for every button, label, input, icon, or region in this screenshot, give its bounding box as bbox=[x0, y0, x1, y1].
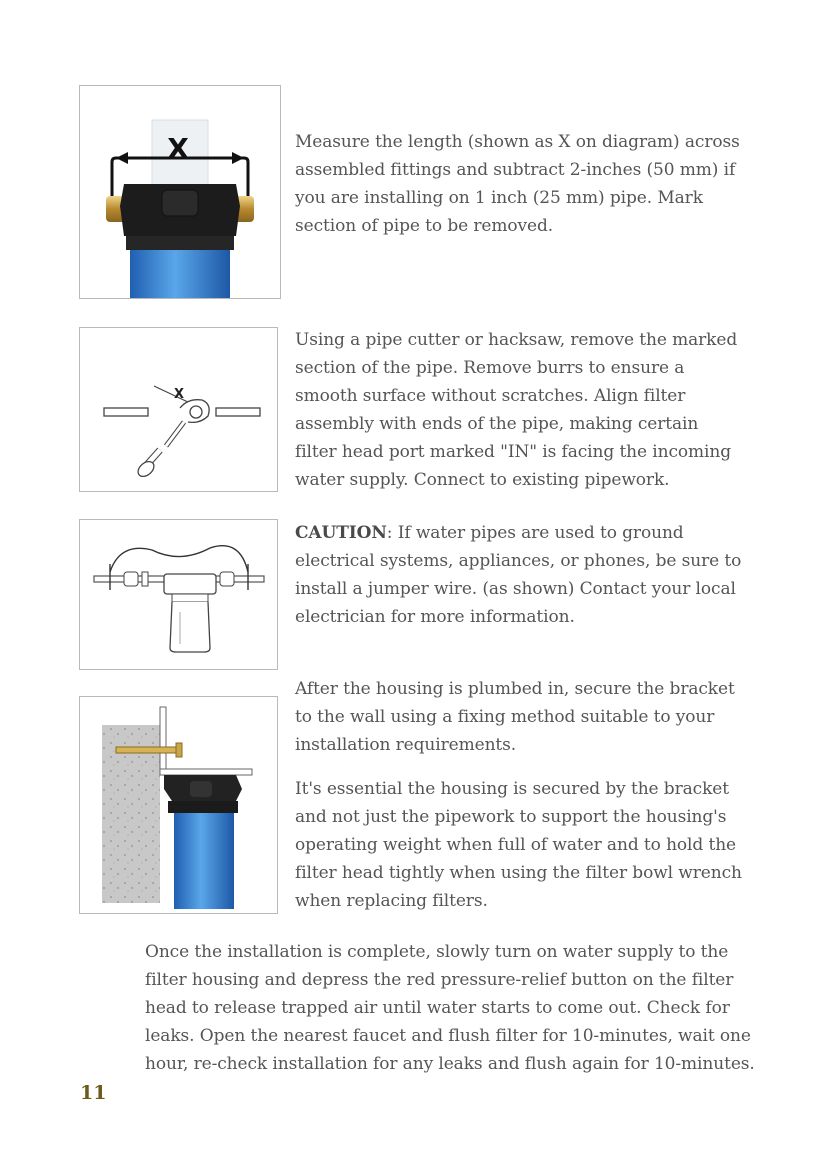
caution-label: CAUTION bbox=[295, 523, 387, 543]
step-caution-text bbox=[295, 519, 745, 631]
step-measure-text: Measure the length (shown as X on diagram) across assembled fittings and subtract 2-inches (50 mm) if you are installing on 1 inch (25 mm) pipe. Mark section of pipe to be removed. bbox=[295, 132, 740, 236]
measure-fittings-figure bbox=[79, 85, 281, 299]
wall-bracket-figure bbox=[79, 696, 278, 914]
cut-x-label: X bbox=[174, 387, 185, 402]
page-number: 11 bbox=[80, 1082, 107, 1104]
step-bracket-text bbox=[295, 675, 745, 915]
jumper-wire-figure bbox=[79, 519, 278, 670]
caution-body: : If water pipes are used to ground electrical systems, appliances, or phones, be sure to install a jumper wire. (as shown) Contact your local electrician for more information. bbox=[295, 523, 742, 627]
measure-x-label: X bbox=[167, 132, 189, 165]
step-cut-text: Using a pipe cutter or hacksaw, remove the marked section of the pipe. Remove burrs to ensure a smooth surface without scratches. Align filter assembly with ends of the pipe, making certain filter head port marked "IN" is facing the incoming water supply. Connect to existing pipework. bbox=[295, 330, 738, 490]
step-bracket-text-2: It's essential the housing is secured by the bracket and not just the pipework to support the housing's operating weight when full of water and to hold the filter head tightly when using the filter bowl wrench when replacing filters. bbox=[295, 779, 742, 911]
step-bracket-text-1: After the housing is plumbed in, secure the bracket to the wall using a fixing method suitable to your installation requirements. bbox=[295, 679, 735, 755]
closing-text: Once the installation is complete, slowly turn on water supply to the filter housing and depress the red pressure-relief button on the filter head to release trapped air until water starts to come out. Check for leaks. Open the nearest faucet and flush filter for 10-minutes, wait one hour, re-check installation for any leaks and flush again for 10-minutes. bbox=[145, 942, 755, 1074]
pipe-cutter-figure bbox=[79, 327, 278, 492]
